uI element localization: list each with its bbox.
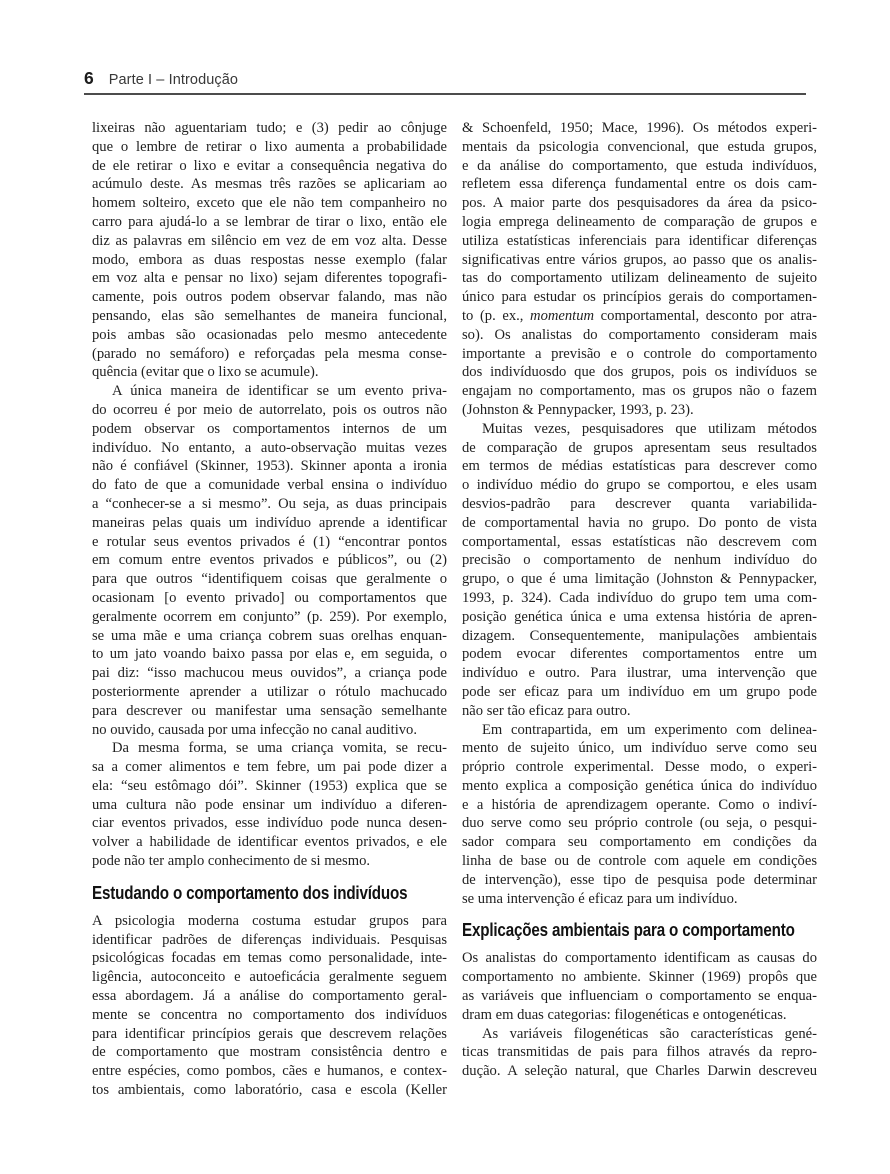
paragraph [92, 119, 447, 382]
page-number: 6 [84, 68, 94, 88]
text-line: & Schoenfeld, 1950; Mace, 1996). Os métodos experi- [462, 120, 817, 136]
text-line: podem evocar diferentes comportamentos entre um [462, 646, 817, 663]
text-line: pois ambas são ocasionadas pelo mesmo antecedente [92, 326, 447, 343]
text-line: homem solteiro, exceto que ele não tem companheiro no [92, 195, 447, 212]
text-line: de intervenção), esse tipo de pesquisa pode determinar [462, 871, 817, 888]
text-line: diz as palavras em silêncio em vez de em voz alta. Desse [92, 232, 447, 249]
text-line: comportamental, essas estatísticas não descrevem com [462, 533, 817, 550]
text-line: Em contrapartida, em um experimento com delinea- [482, 721, 817, 738]
text-line: de comportamental havia no grupo. Do ponto de vista [462, 514, 817, 531]
text-line: ocasionam [o evento privado] ou comportamentos que [92, 589, 447, 606]
text-line: utiliza estatísticas inferenciais para identificar diferenças [462, 232, 817, 249]
text-line: engajam no comportamento, mas os grupos não o fazem [462, 383, 817, 400]
text-line: que o lembre de retirar o lixo aumenta a probabilidade [92, 138, 447, 155]
text-line: geralmente ocorrem em conjunto” (p. 259). Por exemplo, [92, 608, 447, 625]
text-line: de ele retirar o lixo e evitar a consequência negativa do [92, 157, 447, 174]
text-line: ligência, autoconceito e autoeficácia geralmente seguem [92, 969, 447, 986]
text-line: tas do comportamento utilizam delineamento de sujeito [462, 270, 817, 287]
text-line: próprio controle experimental. Desse modo, o experi- [462, 759, 817, 776]
paragraph [92, 912, 447, 1100]
left-column [92, 119, 447, 1100]
text-line: dução. A seleção natural, que Charles Darwin descreveu [462, 1063, 817, 1080]
text-line: e a história de aprendizagem operante. Como o indiví- [462, 796, 817, 813]
text-line: significativas entre vários grupos, ao passo que os analis- [462, 251, 817, 268]
text-line: e rotular seus eventos privados é (1) “encontrar pontos [92, 533, 447, 550]
text-line: uma cultura não pode ensinar um indivíduo a diferen- [92, 796, 447, 813]
text-line: em voz alta e pensar no lixo) sejam diferentes topografi- [92, 270, 447, 287]
text-line: o indivíduo médio do grupo se comportou, e eles usam [462, 477, 817, 494]
text-line: Muitas vezes, pesquisadores que utilizam métodos [482, 420, 817, 437]
text-line: grupo, o que é uma limitação (Johnston & Pennypacker, [462, 571, 817, 588]
text-line: em termos de médias estatísticas para descrever como [462, 458, 817, 475]
text-line: ciar eventos privados, esse indivíduo pode nunca desen- [92, 815, 447, 832]
text-line: sa a comer alimentos e tem febre, um pai pode dizer a [92, 759, 447, 776]
text-line: (parado no semáforo) e reforçadas pela mesma conse- [92, 345, 447, 362]
right-column [462, 119, 817, 1100]
text-line: posteriormente aprender a utilizar o rótulo machucado [92, 683, 447, 700]
text-line: entre espécies, como pombos, cães e humanos, e contex- [92, 1063, 447, 1080]
text-line: acúmulo deste. As mesmas três razões se aplicariam ao [92, 176, 447, 193]
text-line: tos ambientais, como laboratório, casa e escola (Keller [92, 1082, 447, 1099]
text-line: quência (evitar que o lixo se acumule). [92, 364, 319, 381]
text-line: 1993, p. 324). Cada indivíduo do grupo tem uma com- [462, 589, 817, 606]
text-line: pode não ter amplo conhecimento de si mesmo. [92, 853, 371, 870]
text-line: precisão o comportamento de nenhum indivíduo do [462, 552, 817, 569]
text-line: pos. A maior parte dos pesquisadores da área da psico- [462, 195, 817, 212]
text-line: para descrever ou manifestar uma sensação semelhante [92, 702, 447, 719]
text-line: de comportamento que mostram consistência dentro e [92, 1044, 447, 1061]
text-line: psicológicas focadas em temas como personalidade, inte- [92, 950, 447, 967]
text-line: se uma intervenção é eficaz para um indivíduo. [462, 890, 738, 907]
section-heading-text: Explicações ambientais para o comportamento [462, 919, 795, 941]
text-line: podem observar os comportamentos internos de um [92, 420, 447, 437]
text-line: mento de sujeito único, um indivíduo serve como seu [462, 740, 817, 757]
text-line: volver a habilidade de identificar eventos privados, e ele [92, 834, 447, 851]
text-line: desvios-padrão para descrever quanta variabilida- [462, 495, 817, 512]
text-line: Da mesma forma, se uma criança vomita, se recu- [112, 740, 447, 757]
text-line: sador compara seu comportamento em condições da [462, 834, 817, 851]
text-line: identificar padrões de diferenças individuais. Pesquisas [92, 931, 447, 948]
text-line: A única maneira de identificar se um evento priva- [112, 383, 447, 400]
text-line: não é confiável (Skinner, 1953). Skinner aponta a ironia [92, 458, 447, 475]
text-line: dram em duas categorias: filogenéticas e ontogenéticas. [462, 1006, 787, 1023]
text-line: do fato de que a comunidade verbal ensina o indivíduo [92, 477, 447, 494]
text-line: As variáveis filogenéticas são características gené- [482, 1025, 817, 1042]
text-line: modo, embora as duas respostas nesse exemplo (falar [92, 251, 447, 268]
paragraph [462, 1025, 817, 1081]
text-line: dos indivíduosdo que dos grupos, pois os indivíduos se [462, 364, 817, 381]
paragraph [92, 382, 447, 739]
text-line: carro para ajudá-lo a se lembrar de tirar o lixo, então ele [92, 213, 447, 230]
text-line: refletem essa diferença fundamental entre os dois cam- [462, 176, 817, 193]
text-line: a “conhecer-se a si mesmo”. Ou seja, as duas principais [92, 495, 447, 512]
text-line: mente se concentra no comportamento dos indivíduos [92, 1006, 447, 1023]
header-rule [84, 93, 806, 95]
text-line: em comum entre eventos privados e públicos”, ou (2) [92, 552, 447, 569]
text-columns [92, 119, 818, 1100]
text-line: camente, pois outros podem observar falando, mas não [92, 289, 447, 306]
paragraph [92, 739, 447, 871]
text-line: to um jato voando baixo passa por elas e, em seguida, o [92, 646, 447, 663]
text-line: único para estudar os princípios gerais do comportamen- [462, 289, 817, 306]
text-line: A psicologia moderna costuma estudar grupos para [92, 912, 447, 929]
text-line: para que outros “identifiquem coisas que geralmente o [92, 571, 447, 588]
text-line: importante a previsão e o controle do comportamento [462, 345, 817, 362]
text-line: duo serve como seu próprio controle (ou seja, o pesqui- [462, 815, 817, 832]
text-line: maneiras pelas quais um indivíduo aprende a identificar [92, 514, 447, 531]
section-heading [462, 918, 817, 940]
text-line: mentais da psicologia convencional, que estuda grupos, [462, 138, 817, 155]
text-line: so). Os analistas do comportamento consideram mais [462, 326, 817, 343]
text-line: e da análise do comportamento, que estuda indivíduos, [462, 157, 817, 174]
text-line: as variáveis que influenciam o comportamento se enqua- [462, 988, 817, 1005]
text-line: (Johnston & Pennypacker, 1993, p. 23). [462, 401, 694, 418]
text-line: ticas transmitidas de pais para filhos através da repro- [462, 1044, 817, 1061]
text-line: pai diz: “isso machucou meus ouvidos”, a criança pode [92, 665, 447, 682]
text-line: essa abordagem. Já a análise do comportamento geral- [92, 988, 447, 1005]
text-line: indivíduo e outro. Para ilustrar, uma intervenção que [462, 665, 817, 682]
text-line: dizagem. Consequentemente, manipulações ambientais [462, 627, 817, 644]
text-line: lixeiras não aguentariam tudo; e (3) pedir ao cônjuge [92, 120, 447, 136]
text-line: Os analistas do comportamento identificam as causas do [462, 950, 817, 967]
text-line: pensando, elas são semelhantes de maneira funcional, [92, 307, 447, 324]
text-line: pode ser eficaz para um indivíduo em um grupo pode [462, 683, 817, 700]
paragraph [462, 721, 817, 909]
text-line: no ouvido, causada por uma infecção no canal auditivo. [92, 721, 418, 738]
text-line: se uma mãe e uma criança cobrem suas orelhas enquan- [92, 627, 447, 644]
running-header-title: Parte I – Introdução [108, 72, 239, 88]
text-line: mento explica a composição genética única do indivíduo [462, 777, 817, 794]
page-header [84, 68, 806, 89]
text-line: comportamento no ambiente. Skinner (1969) propôs que [462, 969, 817, 986]
text-line: linha de base ou de controle com aquele em condições [462, 853, 817, 870]
text-line: to (p. ex., momentum comportamental, desconto por atra- [462, 307, 817, 324]
text-line: logia emprega delineamento de comparação de grupos e [462, 213, 817, 230]
text-line: de comparação de grupos apresentam seus resultados [462, 439, 817, 456]
section-heading [92, 881, 447, 903]
paragraph [462, 119, 817, 420]
text-line: não ser tão eficaz para outro. [462, 702, 631, 719]
text-line: posição genética única e uma extensa história de apren- [462, 608, 817, 625]
text-line: ela: “seu estômago dói”. Skinner (1953) explica que se [92, 777, 447, 794]
text-line: indivíduo. No entanto, a auto-observação muitas vezes [92, 439, 447, 456]
paragraph [462, 420, 817, 721]
section-heading-text: Estudando o comportamento dos indivíduos [92, 881, 408, 903]
text-line: para identificar princípios gerais que descrevem relações [92, 1025, 447, 1042]
paragraph [462, 949, 817, 1024]
text-line: do ocorreu é por meio de autorrelato, pois os outros não [92, 401, 447, 418]
